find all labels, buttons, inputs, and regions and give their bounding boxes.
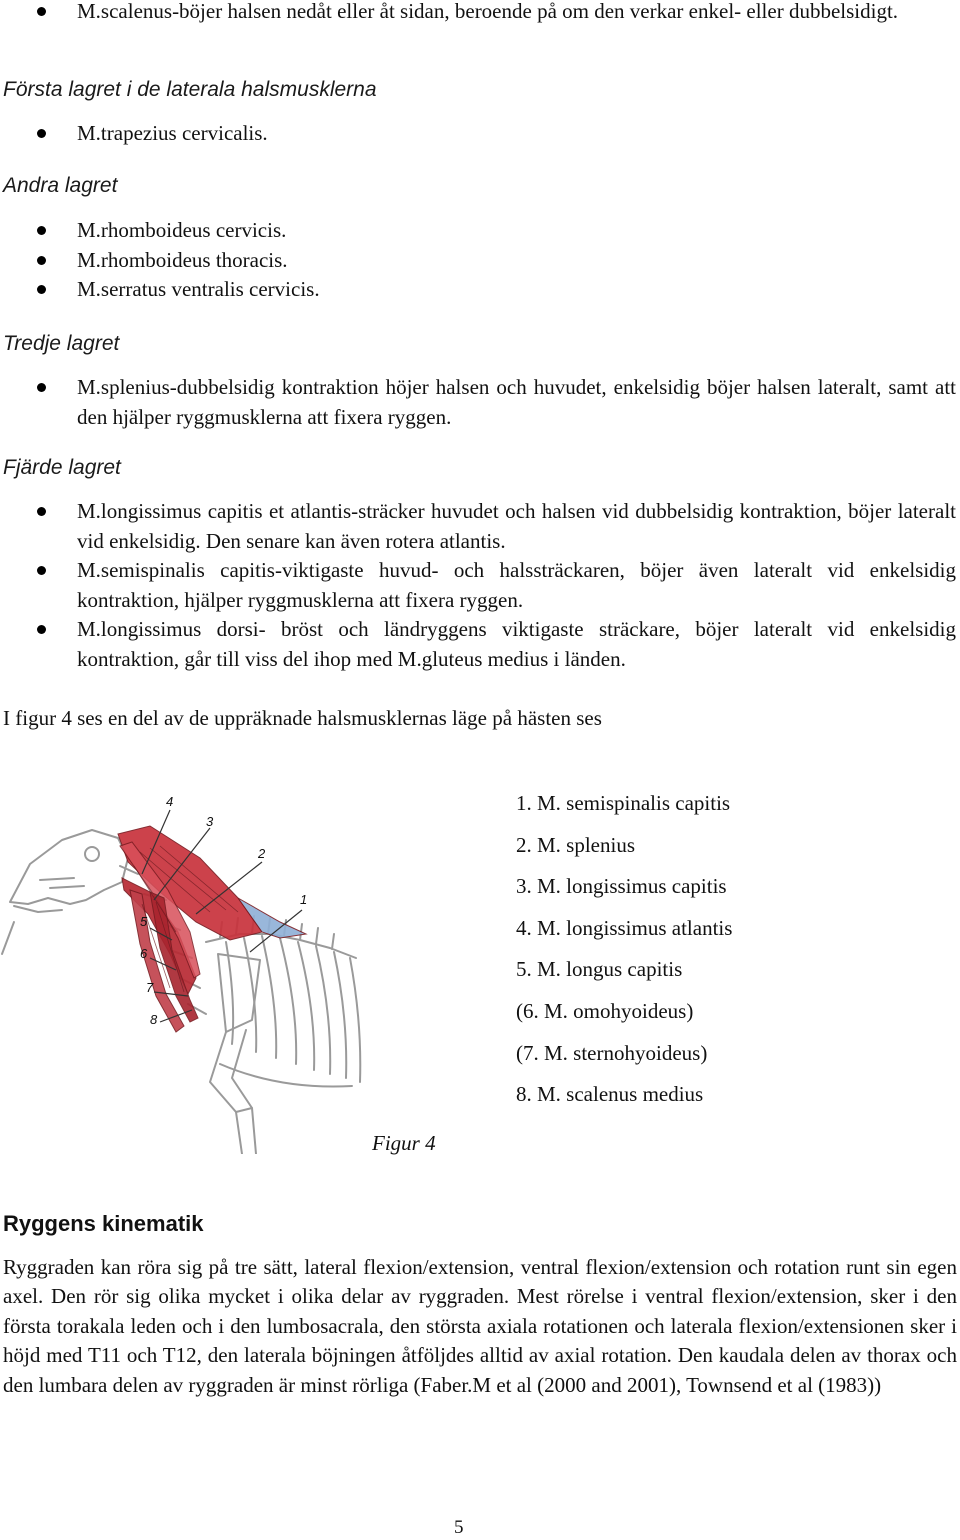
figure-legend	[516, 787, 732, 1120]
bullet-text: M.rhomboideus thoracis.	[77, 247, 288, 272]
bullet-item	[0, 216, 960, 246]
layer2-heading: Andra lagret	[3, 174, 118, 197]
bullet-dot	[37, 129, 46, 138]
figure-label-3: 3	[206, 814, 214, 829]
layer1-list	[0, 119, 960, 149]
figure-caption: Figur 4	[372, 1131, 436, 1155]
bullet-dot	[37, 383, 46, 392]
figure-label-4: 4	[166, 794, 174, 809]
bullet-text: M.serratus ventralis cervicis.	[77, 277, 320, 301]
bullet-item	[0, 275, 960, 305]
bullet-dot	[37, 566, 46, 575]
figure-label-7: 7	[146, 980, 154, 995]
figure-intro-text: I figur 4 ses en del av de uppräknade halsmusklernas läge på hästen ses	[3, 706, 602, 730]
layer3-list	[0, 373, 960, 432]
legend-item: (6. M. omohyoideus)	[516, 998, 694, 1023]
bullet-item	[0, 373, 960, 432]
figure-label-1: 1	[300, 892, 308, 907]
bullet-item	[0, 556, 960, 615]
figure-label-2: 2	[258, 846, 266, 861]
legend-item: 4. M. longissimus atlantis	[516, 915, 733, 940]
figure-label-8: 8	[150, 1012, 158, 1027]
bullet-text: M.splenius-dubbelsidig kontraktion höjer halsen och huvudet, enkelsidig böjer halsen lateralt, samt att den hjälper ryggmusklerna att fixera ryggen.	[77, 375, 956, 429]
bullet-dot	[37, 507, 46, 516]
bullet-dot	[37, 285, 46, 294]
scalenus-group	[0, 0, 960, 27]
bullet-item	[0, 119, 960, 149]
bullet-text: M.longissimus capitis et atlantis-sträcker huvudet och halsen vid dubbelsidig kontraktion, böjer lateralt vid enkelsidig. Den senare kan även rotera atlantis.	[77, 499, 956, 553]
bullet-text: M.rhomboideus cervicis.	[77, 218, 287, 242]
legend-item: (7. M. sternohyoideus)	[516, 1040, 708, 1065]
horse-skeleton-illustration	[0, 782, 372, 1154]
bullet-dot	[37, 625, 46, 634]
legend-item: 1. M. semispinalis capitis	[516, 791, 731, 815]
figure-label-5: 5	[140, 914, 148, 929]
bullet-dot	[37, 7, 46, 16]
layer4-list	[0, 497, 960, 674]
legend-item: 8. M. scalenus medius	[516, 1082, 704, 1107]
kinematics-paragraph: Ryggraden kan röra sig på tre sätt, lateral flexion/extension, ventral flexion/extension och rotation runt sin egen axel. Den rör sig olika mycket i olika delar av ryggraden. Mest rörelse i ventral flexion/extension, sker i den första torakala leden och i den lumbosacrala, den största axiala rotationen och laterala flexion/extensionen sker i höjd med T11 och T12, den laterala böjningen åtföljdes alltid av axial rotation. Den kaudala delen av thorax och den lumbara delen av ryggraden är minst rörliga (Faber.M et al (2000 and 2001), Townsend et al (1983))	[3, 1255, 957, 1397]
bullet-text: M.scalenus-böjer halsen nedåt eller åt sidan, beroende på om den verkar enkel- eller dubbelsidigt.	[77, 0, 899, 23]
legend-item: 5. M. longus capitis	[516, 957, 683, 982]
bullet-item	[0, 497, 960, 556]
legend-item: 3. M. longissimus capitis	[516, 874, 727, 899]
bullet-dot	[37, 226, 46, 235]
bullet-text: M.semispinalis capitis-viktigaste huvud- och halssträckaren, böjer även lateralt vid enkelsidig kontraktion, hjälper ryggmusklerna att fixera ryggen.	[77, 558, 956, 612]
section-title: Ryggens kinematik	[3, 1211, 204, 1236]
bullet-text: M.trapezius cervicalis.	[77, 121, 268, 145]
layer3-heading: Tredje lagret	[3, 332, 120, 355]
horse-neck-muscle-figure	[0, 782, 372, 1154]
bullet-item	[0, 0, 960, 27]
page-number: 5	[454, 1517, 464, 1538]
figure-label-6: 6	[140, 946, 148, 961]
layer1-heading: Första lagret i de laterala halsmusklerna	[3, 78, 377, 101]
bullet-item	[0, 615, 960, 674]
bullet-text: M.longissimus dorsi- bröst och ländryggens viktigaste sträckare, böjer lateralt vid enkelsidig kontraktion, går till viss del ihop med M.gluteus medius i länden.	[77, 617, 956, 671]
layer2-list	[0, 216, 960, 305]
bullet-dot	[37, 256, 46, 265]
legend-item: 2. M. splenius	[516, 832, 636, 857]
bullet-item	[0, 246, 960, 276]
layer4-heading: Fjärde lagret	[3, 456, 121, 479]
